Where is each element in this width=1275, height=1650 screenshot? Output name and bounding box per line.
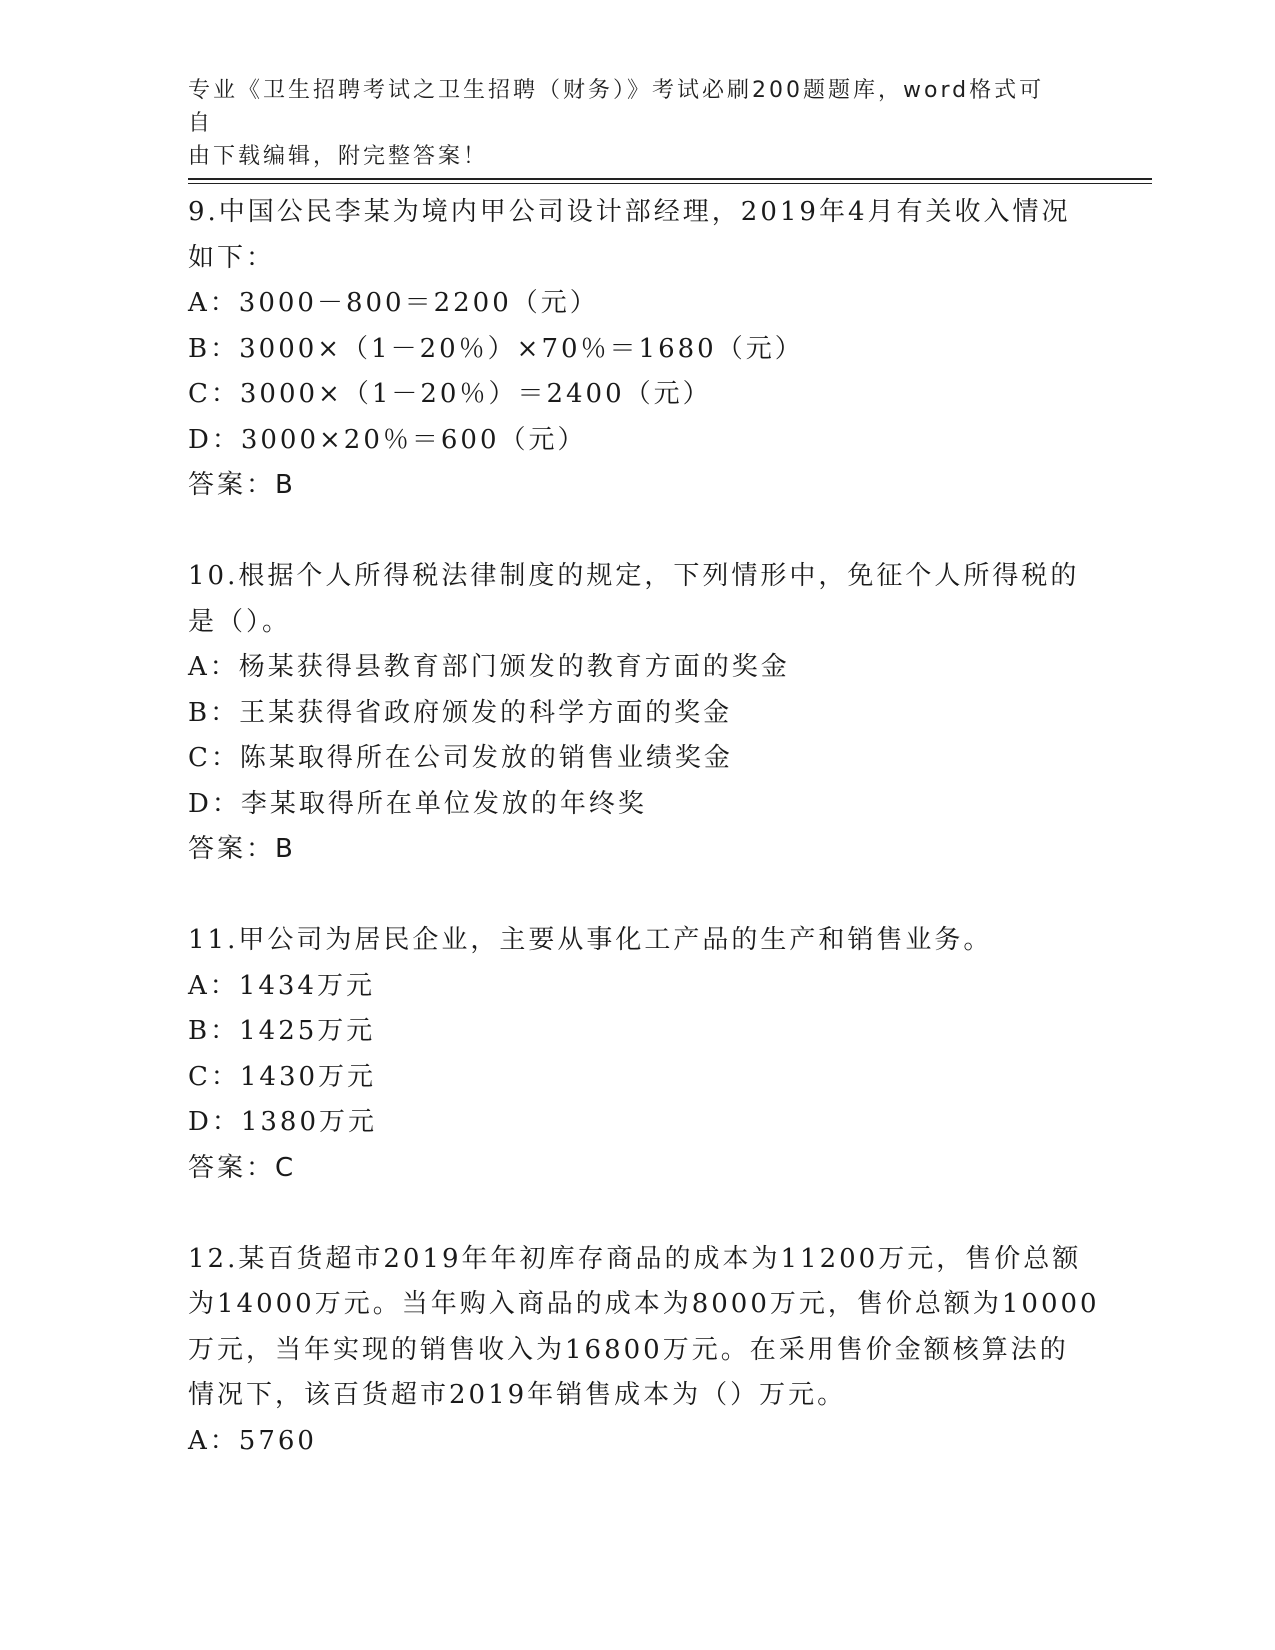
option-a: A：5760 (188, 1425, 317, 1456)
option-d: D：3000×20％＝600（元） (188, 424, 587, 455)
answer-label: 答案：B (188, 470, 296, 500)
question-9 (188, 190, 1078, 509)
option-a: A：1434万元 (188, 970, 375, 1001)
option-b: B：王某获得省政府颁发的科学方面的奖金 (188, 697, 733, 728)
question-stem-line: 万元，当年实现的销售收入为16800万元。在采用售价金额核算法的 (188, 1334, 1069, 1365)
answer-label: 答案：B (188, 834, 296, 864)
question-spacer (188, 509, 1078, 555)
answer-label: 答案：C (188, 1152, 297, 1183)
question-stem-line: 是（）。 (188, 606, 292, 637)
option-d: D：1380万元 (188, 1107, 378, 1137)
question-stem-line: 如下： (188, 242, 276, 273)
option-a: A：杨某获得县教育部门颁发的教育方面的奖金 (188, 652, 790, 682)
option-c: C：3000×（1－20％）＝2400（元） (188, 379, 712, 409)
question-stem-line: 情况下，该百货超市2019年销售成本为（）万元。 (188, 1380, 847, 1410)
question-stem-line: 10.根据个人所得税法律制度的规定，下列情形中，免征个人所得税的 (188, 561, 1080, 591)
question-10 (188, 554, 1078, 873)
question-spacer (188, 1191, 1078, 1237)
question-12 (188, 1237, 1100, 1465)
header-line-2: 由下载编辑，附完整答案！ (188, 144, 489, 169)
option-b: B：1425万元 (188, 1016, 376, 1046)
question-list (188, 190, 1100, 1464)
header-line-1: 专业《卫生招聘考试之卫生招聘（财务）》考试必刷200题题库，word格式可自 (188, 78, 1045, 136)
question-stem-line: 11.甲公司为居民企业，主要从事化工产品的生产和销售业务。 (188, 925, 993, 955)
header-divider-thin (188, 183, 1152, 184)
option-b: B：3000×（1－20％）×70％＝1680（元） (188, 333, 804, 364)
document-header (188, 74, 1068, 173)
question-stem-line: 9.中国公民李某为境内甲公司设计部经理，2019年4月有关收入情况 (188, 197, 1071, 227)
option-c: C：1430万元 (188, 1061, 377, 1092)
question-stem-line: 为14000万元。当年购入商品的成本为8000万元，售价总额为10000 (188, 1289, 1100, 1319)
option-c: C：陈某取得所在公司发放的销售业绩奖金 (188, 743, 733, 773)
question-spacer (188, 873, 1078, 919)
question-stem-line: 12.某百货超市2019年年初库存商品的成本为11200万元，售价总额 (188, 1243, 1082, 1274)
header-divider-thick (188, 178, 1152, 180)
option-d: D：李某取得所在单位发放的年终奖 (188, 788, 647, 819)
question-11 (188, 918, 1078, 1191)
option-a: A：3000－800＝2200（元） (188, 288, 599, 318)
